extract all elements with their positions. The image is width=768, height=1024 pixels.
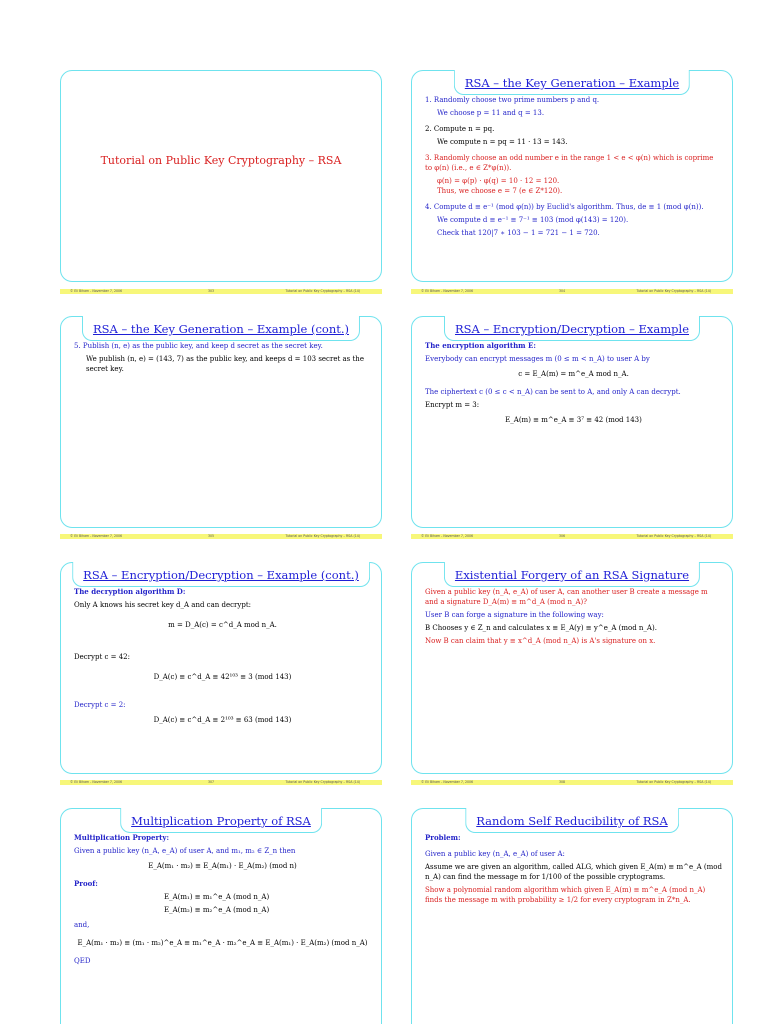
paragraph: The ciphertext c (0 ≤ c < n_A) can be sent to A, and only A can decrypt. xyxy=(425,388,681,396)
slide-heading: Multiplication Property of RSA xyxy=(131,814,311,828)
list-item: 4. Compute d ≡ e⁻¹ (mod φ(n)) by Euclid's algorithm. Thus, de ≡ 1 (mod φ(n)). xyxy=(425,203,704,211)
slide-body xyxy=(74,341,371,377)
list-item: 5. Publish (n, e) as the public key, and keep d secret as the secret key. xyxy=(74,342,323,350)
list-item-detail: Thus, we choose e = 7 (e ∈ Z*120). xyxy=(437,187,563,195)
paragraph: Encrypt m = 3: xyxy=(425,401,480,409)
slide-body xyxy=(74,833,371,969)
slide-header xyxy=(444,562,700,587)
paragraph: Decrypt c = 42: xyxy=(74,653,130,661)
paragraph: Assume we are given an algorithm, called ALG, which given E_A(m) ≡ m^e_A (mod n_A) can find the message m for 1/100 of the possible cryptograms. xyxy=(425,863,722,881)
paragraph: Given a public key (n_A, e_A) of user A, and m₁, m₂ ∈ Z_n then xyxy=(74,847,296,855)
slide-multiplication-property xyxy=(60,808,382,1024)
slide-footer: © Eli Biham - November 7, 2006 306 Tutorial on Public Key Cryptography – RSA (14) xyxy=(411,534,733,539)
paragraph: QED xyxy=(74,957,91,965)
slide-footer: © Eli Biham - November 7, 2006 303 Tutorial on Public Key Cryptography – RSA (14) xyxy=(60,289,382,294)
slide-heading: Random Self Reducibility of RSA xyxy=(476,814,668,828)
slide-footer: © Eli Biham - November 7, 2006 308 Tutorial on Public Key Cryptography – RSA (14) xyxy=(411,780,733,785)
section-heading: The decryption algorithm D: xyxy=(74,587,186,596)
equation: E_A(m₂) ≡ m₂^e_A (mod n_A) xyxy=(164,906,270,914)
equation: m = D_A(c) = c^d_A mod n_A. xyxy=(168,621,277,629)
slide-decryption xyxy=(60,562,382,774)
slide-existential-forgery xyxy=(411,562,733,774)
slide-header xyxy=(444,316,700,341)
list-item-detail: We choose p = 11 and q = 13. xyxy=(437,109,545,117)
list-item-detail: Check that 120|7 ∗ 103 − 1 = 721 − 1 = 720. xyxy=(437,229,600,237)
slide-title-text: Tutorial on Public Key Cryptography – RSA xyxy=(100,154,342,167)
list-item-detail: φ(n) = φ(p) · φ(q) = 10 · 12 = 120. xyxy=(437,177,560,185)
equation: E_A(m₁) ≡ m₁^e_A (mod n_A) xyxy=(164,893,270,901)
slide-header xyxy=(82,316,360,341)
list-item-detail: We compute d ≡ e⁻¹ ≡ 7⁻¹ ≡ 103 (mod φ(143) = 120). xyxy=(437,216,629,224)
equation: E_A(m₁ · m₂) ≡ E_A(m₁) · E_A(m₂) (mod n) xyxy=(148,862,297,870)
paragraph: Only A knows his secret key d_A and can decrypt: xyxy=(74,601,252,609)
equation: D_A(c) ≡ c^d_A ≡ 42¹⁰³ ≡ 3 (mod 143) xyxy=(153,673,292,681)
slide-footer: © Eli Biham - November 7, 2006 307 Tutorial on Public Key Cryptography – RSA (14) xyxy=(60,780,382,785)
slide-heading: RSA – the Key Generation – Example (cont.) xyxy=(92,322,350,336)
slide-heading: Existential Forgery of an RSA Signature xyxy=(454,568,690,582)
slide-footer: © Eli Biham - November 7, 2006 304 Tutorial on Public Key Cryptography – RSA (14) xyxy=(411,289,733,294)
equation: D_A(c) ≡ c^d_A ≡ 2¹⁰³ ≡ 63 (mod 143) xyxy=(153,716,292,724)
slide-header xyxy=(120,808,322,833)
slide-body xyxy=(425,587,722,649)
slide-random-self-reducibility xyxy=(411,808,733,1024)
slide-title xyxy=(60,70,382,282)
paragraph: Decrypt c = 2: xyxy=(74,701,126,709)
list-item-detail: We compute n = pq = 11 · 13 = 143. xyxy=(437,138,568,146)
paragraph: and, xyxy=(74,921,90,929)
slide-header xyxy=(454,70,690,95)
slide-encryption xyxy=(411,316,733,528)
slide-key-generation xyxy=(411,70,733,282)
slide-header xyxy=(72,562,370,587)
slide-heading: RSA – Encryption/Decryption – Example xyxy=(454,322,690,336)
paragraph: Everybody can encrypt messages m (0 ≤ m < n_A) to user A by xyxy=(425,355,650,363)
list-item: 3. Randomly choose an odd number e in the range 1 < e < φ(n) which is coprime to φ(n) (i.e., e ∈ Z*φ(n)). xyxy=(425,154,714,172)
slide-body xyxy=(74,587,371,730)
slide-header xyxy=(465,808,679,833)
section-heading: Multiplication Property: xyxy=(74,833,170,842)
paragraph: B Chooses y ∈ Z_n and calculates x ≡ E_A(y) ≡ y^e_A (mod n_A). xyxy=(425,624,657,632)
paragraph: Given a public key (n_A, e_A) of user A, can another user B create a message m and a signature D_A(m) ≡ m^d_A (mod n_A)? xyxy=(425,588,708,606)
slide-key-generation-cont xyxy=(60,316,382,528)
paragraph: Given a public key (n_A, e_A) of user A: xyxy=(425,850,565,858)
paragraph: Now B can claim that y ≡ x^d_A (mod n_A) is A's signature on x. xyxy=(425,637,656,645)
list-item: 2. Compute n = pq. xyxy=(425,125,495,133)
equation: E_A(m₁ · m₂) ≡ (m₁ · m₂)^e_A ≡ m₁^e_A · m₂^e_A ≡ E_A(m₁) · E_A(m₂) (mod n_A) xyxy=(77,939,368,947)
list-item-detail: We publish (n, e) = (143, 7) as the public key, and keeps d = 103 secret as the secret key. xyxy=(86,355,364,373)
paragraph: Show a polynomial random algorithm which given E_A(m) ≡ m^e_A (mod n_A) finds the message m with probability ≥ 1/2 for every cryptogram in Z*n_A. xyxy=(425,886,706,904)
paragraph: User B can forge a signature in the following way: xyxy=(425,611,604,619)
slide-heading: RSA – the Key Generation – Example xyxy=(464,76,680,90)
section-heading: The encryption algorithm E: xyxy=(425,341,536,350)
equation: c = E_A(m) = m^e_A mod n_A. xyxy=(518,370,629,378)
section-heading: Proof: xyxy=(74,879,98,888)
slide-body xyxy=(425,95,722,241)
equation: E_A(m) ≡ m^e_A ≡ 3⁷ ≡ 42 (mod 143) xyxy=(505,416,642,424)
slide-heading: RSA – Encryption/Decryption – Example (cont.) xyxy=(83,568,359,582)
slide-body xyxy=(425,833,722,908)
slide-body xyxy=(425,341,722,430)
slide-footer: © Eli Biham - November 7, 2006 305 Tutorial on Public Key Cryptography – RSA (14) xyxy=(60,534,382,539)
section-heading: Problem: xyxy=(425,833,461,842)
list-item: 1. Randomly choose two prime numbers p and q. xyxy=(425,96,600,104)
